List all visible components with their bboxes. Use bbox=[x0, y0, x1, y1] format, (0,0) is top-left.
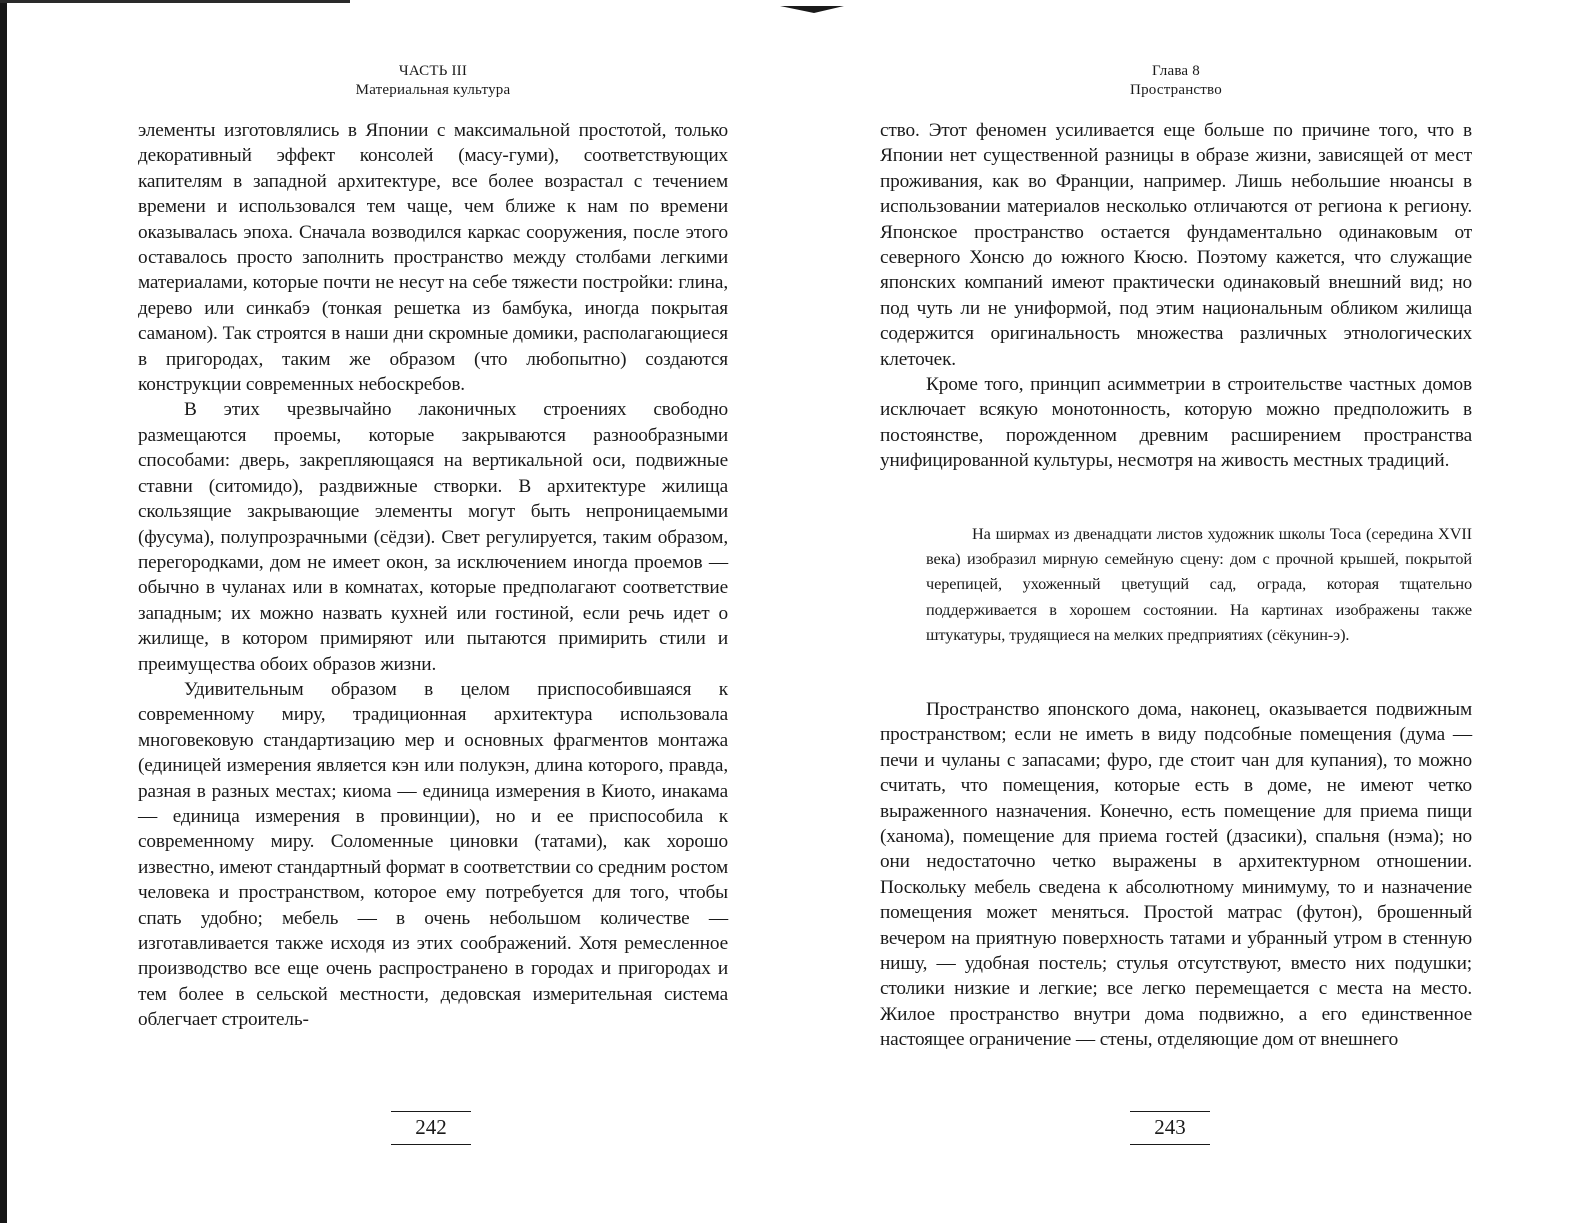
paragraph: ство. Этот феномен усиливается еще больше по причине того, что в Японии нет существенной разницы в образе жизни, зависящей от мест проживания, как во Франции, например. Лишь небольшие нюансы в использовании материалов несколько отличаются от региона к региону. Японское пространство остается фундаментально одинаковым от северного Хонсю до южного Кюсю. Поэтому кажется, что служащие японских компаний имеют практически одинаковый внешний вид; но под чуть ли не униформой, под этим национальным обликом жилища содержится оригинальность множества различных этнологических клеточек. bbox=[880, 120, 1472, 370]
body-text bbox=[880, 118, 1472, 474]
right-page bbox=[880, 0, 1472, 1223]
part-title: ЧАСТЬ III bbox=[398, 63, 468, 79]
left-page bbox=[138, 0, 728, 1223]
page-number: 243 bbox=[1130, 1111, 1210, 1145]
chapter-subtitle: Пространство bbox=[1130, 82, 1222, 98]
paragraph: В этих чрезвычайно лаконичных строениях свободно размещаются проемы, которые закрываются разнообразными способами: дверь, закрепляющаяся на вертикальной оси, подвижные ставни (ситомидо), раздвижные створки. В архитектуре жилища скользящие закрывающие элементы могут быть непроницаемыми (фусума), полупрозрачными (сёдзи). Свет регулируется, таким образом, перегородками, дом не имеет окон, за исключением иногда проемов — обычно в чуланах или в комнатах, которые предполагают соответствие западным; их можно назвать кухней или гостиной, если речь идет о жилище, в котором примиряют или пытаются примирить стили и преимущества обоих образов жизни. bbox=[138, 399, 728, 675]
paragraph: элементы изготовлялись в Японии с максимальной простотой, только декоративный эффект консолей (масу-гуми), соответствующих капителям в западной архитектуре, все более возрастал с течением времени и использовался тем чаще, чем ближе к нам по времени оказывалась эпоха. Сначала возводился каркас сооружения, после этого оставалось просто заполнить пространство между столбами легкими материалами, которые почти не несут на себе тяжести постройки: глина, дерево или синкабэ (тонкая решетка из бамбука, иногда покрытая саманом). Так строятся в наши дни скромные домики, располагающиеся в пригородах, таким же образом (что любопытно) создаются конструкции современных небоскребов. bbox=[138, 120, 728, 396]
running-header bbox=[880, 62, 1472, 100]
page-number: 242 bbox=[391, 1111, 471, 1145]
paragraph: Пространство японского дома, наконец, оказывается подвижным пространством; если не иметь в виду подсобные помещения (дума — печи и чуланы с запасами; фуро, где стоит чан для купания), то можно считать, что помещения, которые есть в доме, не имеют четко выраженного назначения. Конечно, есть помещение для приема пищи (ханома), помещение для приема гостей (дзасики), спальня (нэма); но они недостаточно четко выражены в архитектурном отношении. Поскольку мебель сведена к абсолютному минимуму, то и назначение помещения может меняться. Простой матрас (футон), брошенный вечером на приятную поверхность татами и убранный утром в стенную нишу, — удобная постель; стулья отсутствуют, вместо них подушки; столики низкие и легкие; все легко перемещается с места на место. Жилое пространство внутри дома подвижно, а его единственное настоящее ограничение — стены, отделяющие дом от внешнего bbox=[880, 699, 1472, 1051]
paragraph: Кроме того, принцип асимметрии в строительстве частных домов исключает всякую монотонность, которую можно предположить в постоянстве, порожденном древним расширением пространства унифицированной культуры, несмотря на живость местных традиций. bbox=[880, 374, 1472, 472]
book-spine-edge bbox=[0, 0, 7, 1223]
illustration-caption: На ширмах из двенадцати листов художник школы Тоса (середина XVII века) изобразил мирную семейную сцену: дом с прочной крышей, покрытой черепицей, ухоженный цветущий сад, ограда, которая тщательно поддерживается в хорошем состоянии. На картинах изображены также штукатуры, трудящиеся на мелких предприятиях (сёкунин-э). bbox=[926, 524, 1472, 644]
body-text bbox=[138, 118, 728, 1033]
running-header bbox=[138, 62, 728, 100]
body-text-continued bbox=[880, 697, 1472, 1053]
paragraph: Удивительным образом в целом приспособившаяся к современному миру, традиционная архитектура использовала многовековую стандартизацию мер и основных фрагментов монтажа (единицей измерения является кэн или полукэн, длина которого, правда, разная в разных местах; киома — единица измерения в Киото, инакама — единица измерения в провинции), но и ее приспособила к современному миру. Соломенные циновки (татами), как хорошо известно, имеют стандартный формат в соответствии со средним ростом человека и пространством, которое ему потребуется для того, чтобы спать удобно; мебель — в очень небольшом количестве — изготавливается также исходя из этих соображений. Хотя ремесленное производство все еще очень распространено в городах и пригородах и тем более в сельской местности, дедовская измерительная система облегчает строитель- bbox=[138, 678, 728, 1031]
part-subtitle: Материальная культура bbox=[355, 82, 511, 98]
gutter-marker bbox=[780, 4, 844, 14]
chapter-title: Глава 8 bbox=[1152, 63, 1200, 79]
